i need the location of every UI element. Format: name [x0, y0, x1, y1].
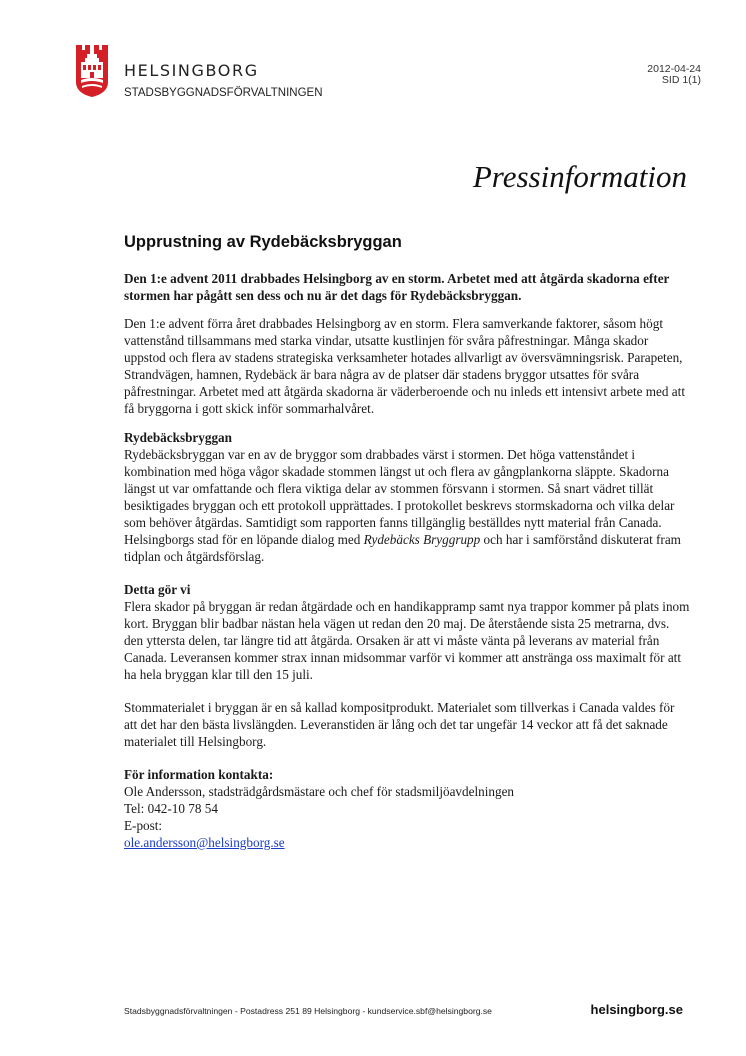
- contact-block: [124, 766, 690, 851]
- contact-phone: Tel: 042-10 78 54: [124, 801, 218, 816]
- department-name: STADSBYGGNADSFÖRVALTNINGEN: [124, 87, 323, 99]
- footer-address: Stadsbyggnadsförvaltningen - Postadress 251 89 Helsingborg - kundservice.sbf@helsingborg.se: [124, 1006, 492, 1016]
- document-meta: [647, 64, 701, 86]
- contact-email-label: E-post:: [124, 818, 163, 833]
- page-number: SID 1(1): [661, 74, 701, 86]
- section-text-italic: Rydebäcks Bryggrupp: [363, 532, 481, 547]
- brand-name: HELSINGBORG: [124, 61, 259, 80]
- document-body: [124, 232, 690, 851]
- section-text: och har i samförstånd diskuterat fram tidplan och åtgärdsförslag.: [124, 532, 681, 564]
- contact-email-row: [124, 817, 690, 851]
- contact-name: Ole Andersson, stadsträdgårdsmästare och chef för stadsmiljöavdelningen: [124, 784, 515, 799]
- contact-email-link[interactable]: ole.andersson@helsingborg.se: [124, 835, 285, 850]
- intro-paragraph: Den 1:e advent förra året drabbades Helsingborg av en storm. Flera samverkande faktorer, såsom högt vattenstånd tillsammans med starka vindar, utsatte kustlinjen för svåra påfrestningar. Många skador uppstod och flera av stadens strategiska verksamheter hotades allvarligt av översvämningsrisk. Parapeten, Strandvägen, hamnen, Rydebäck är bara några av de platser där stadens bryggor utsattes för svåra påfrestningar. Arbetet med att åtgärda skadorna är väderberoende och nu inleds ett intensivt arbete med att få bryggorna i gott skick inför sommarhalvåret.: [124, 316, 685, 416]
- section-stommaterial: Stommaterialet i bryggan är en så kallad kompositprodukt. Materialet som tillverkas i Canada valdes för att det har den bästa livslängden. Leveranstiden är lång och det tar ungefär 14 veckor att få det saknade materialet till Helsingborg.: [124, 700, 675, 749]
- section-detta-gor-vi: [124, 581, 690, 683]
- section-text: Flera skador på bryggan är redan åtgärdade och en handikappramp samt nya trappor kommer på plats inom kort. Bryggan blir badbar nästan hela vägen ut redan den 20 maj. De återstående sista 25 metrarna, dvs. den yttersta delen, tar längre tid att åtgärda. Orsaken är att vi måste vänta på leverans av material från Canada. Leveransen kommer strax innan midsommar varför vi kommer att anstränga oss maximalt för att ha hela bryggan klar till den 15 juli.: [124, 599, 690, 682]
- section-text: Rydebäcksbryggan var en av de bryggor som drabbades värst i stormen. Det höga vattenståndet i kombination med höga vågor skadade stommen längst ut och flera av gångplankorna släppte. Skadorna längst ut var omfattande och flera viktiga delar av stommen försvann i stormen. Så snart vädret tillät besiktigades bryggan och ett protokoll upprättades. I protokollet beskrevs stormskadorna och vilka delar som behöver åtgärdas. Samtidigt som rapporten fanns tillgänglig beställdes nytt material från Canada. Helsingborgs stad för en löpande dialog med: [124, 447, 675, 547]
- document-date: 2012-04-24: [647, 63, 701, 75]
- section-rydebacksbryggan: [124, 429, 690, 565]
- section-heading: Rydebäcksbryggan: [124, 430, 232, 445]
- page-title: Upprustning av Rydebäcksbryggan: [124, 233, 402, 251]
- lead-paragraph: Den 1:e advent 2011 drabbades Helsingborg av en storm. Arbetet med att åtgärda skadorna efter stormen har pågått sen dess och nu är det dags för Rydebäcksbryggan.: [124, 271, 670, 303]
- helsingborg-crest-icon: [75, 44, 109, 98]
- section-heading: Detta gör vi: [124, 582, 191, 597]
- document-type: Pressinformation: [472, 159, 687, 194]
- contact-heading: För information kontakta:: [124, 767, 274, 782]
- footer-website: helsingborg.se: [590, 1002, 683, 1017]
